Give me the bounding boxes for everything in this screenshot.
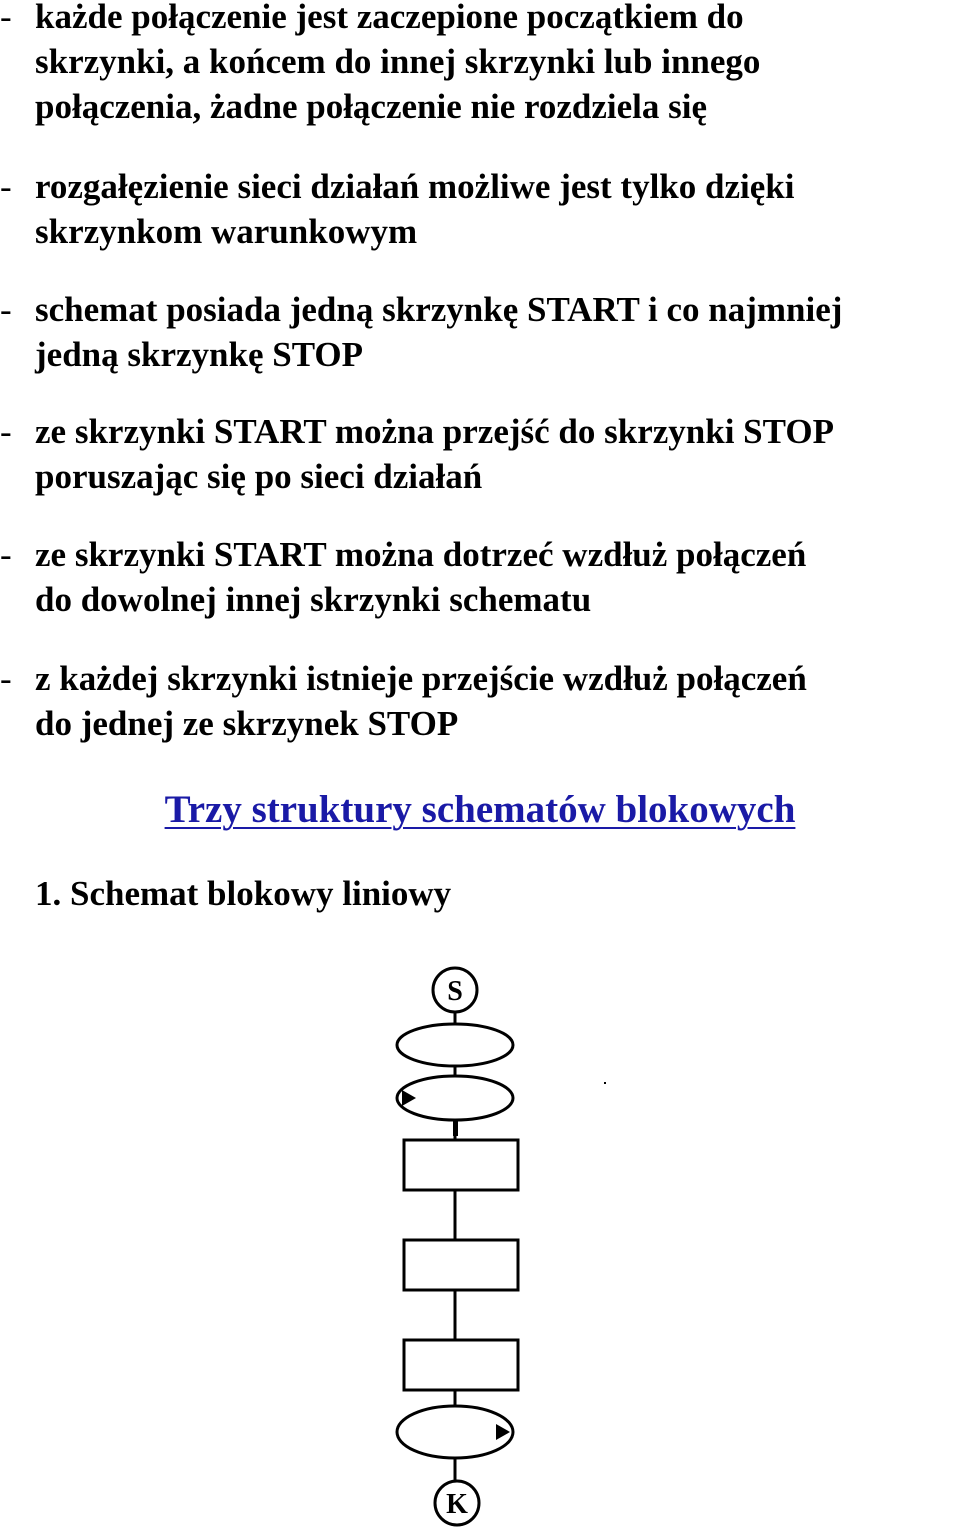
connector-ellipse bbox=[397, 1406, 513, 1458]
list-dash: - bbox=[0, 290, 12, 329]
rule-text-line: każde połączenie jest zaczepione początkiem do bbox=[35, 0, 744, 36]
process-block bbox=[404, 1240, 518, 1290]
list-dash: - bbox=[0, 659, 12, 698]
rule-text-line: jedną skrzynkę STOP bbox=[35, 335, 364, 374]
list-dash: - bbox=[0, 167, 12, 206]
speck bbox=[604, 1082, 606, 1084]
list-dash: - bbox=[0, 412, 12, 451]
list-dash: - bbox=[0, 0, 12, 36]
section-title: Trzy struktury schematów blokowych bbox=[164, 788, 796, 831]
rule-text-line: z każdej skrzynki istnieje przejście wzdłuż połączeń bbox=[35, 659, 807, 698]
subheading: 1. Schemat blokowy liniowy bbox=[35, 874, 452, 913]
rule-text-line: schemat posiada jedną skrzynkę START i co najmniej bbox=[35, 290, 843, 329]
rule-text-line: do jednej ze skrzynek STOP bbox=[35, 704, 459, 743]
rule-text-line: poruszając się po sieci działań bbox=[35, 457, 483, 496]
rule-text-line: ze skrzynki START można dotrzeć wzdłuż połączeń bbox=[35, 535, 807, 574]
rule-text-line: rozgałęzienie sieci działań możliwe jest tylko dzięki bbox=[35, 167, 795, 206]
process-block bbox=[404, 1140, 518, 1190]
rule-text-line: ze skrzynki START można przejść do skrzynki STOP bbox=[35, 412, 834, 451]
rule-text-line: połączenia, żadne połączenie nie rozdziela się bbox=[35, 87, 708, 126]
list-dash: - bbox=[0, 535, 12, 574]
start-label: S bbox=[447, 976, 463, 1007]
rule-text-line: skrzynkom warunkowym bbox=[35, 212, 418, 251]
rule-text-line: do dowolnej innej skrzynki schematu bbox=[35, 580, 592, 619]
process-block bbox=[404, 1340, 518, 1390]
end-label: K bbox=[446, 1489, 468, 1520]
connector-ellipse bbox=[397, 1024, 513, 1066]
connector-tick bbox=[453, 1120, 458, 1136]
rule-text-line: skrzynki, a końcem do innej skrzynki lub innego bbox=[35, 42, 761, 81]
